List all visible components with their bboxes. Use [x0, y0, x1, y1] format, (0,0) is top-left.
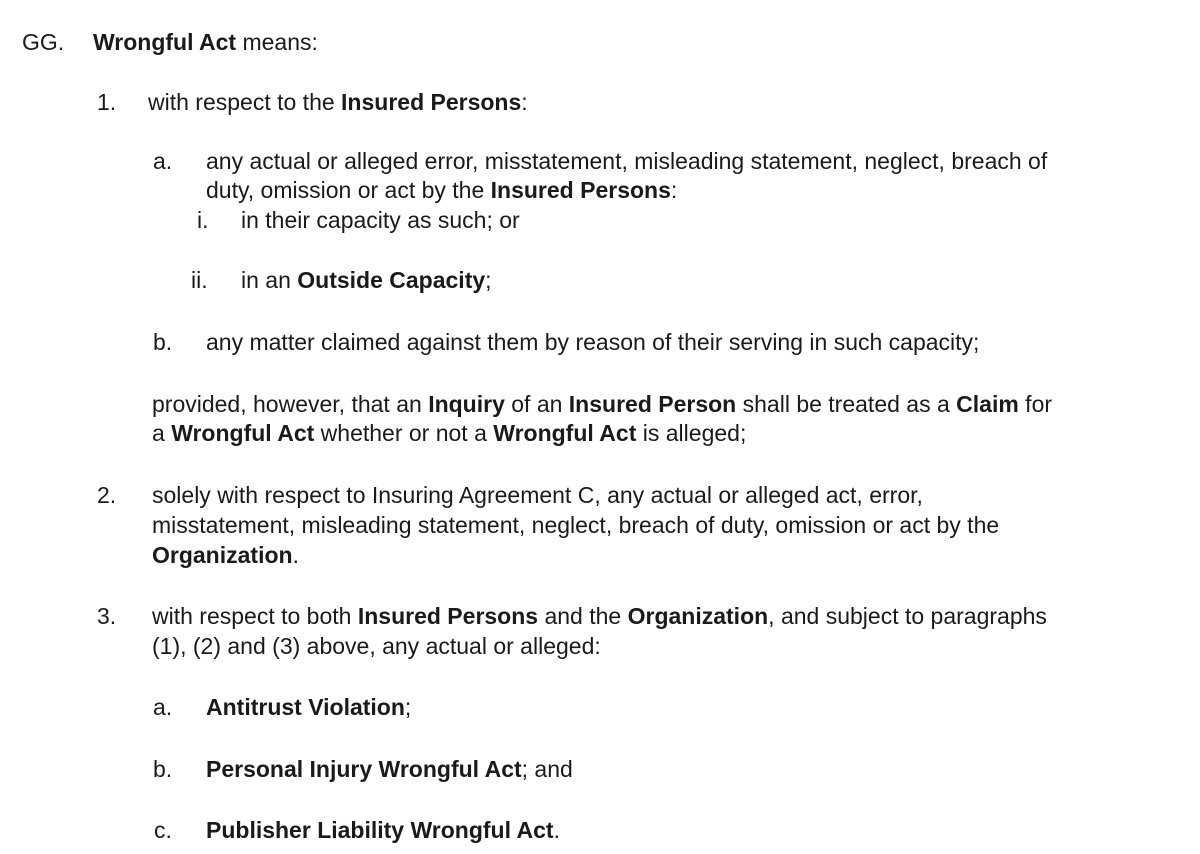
item-label: 3.: [97, 603, 117, 629]
defined-term: Insured Person: [568, 391, 737, 417]
text-run: ;: [485, 267, 492, 293]
heading-text: means:: [236, 29, 318, 55]
subitem-text: [206, 175, 677, 205]
proviso-text: [152, 418, 746, 448]
item-text: solely with respect to Insuring Agreement C, any actual or alleged act, error,: [152, 482, 923, 508]
defined-term: Antitrust Violation: [206, 694, 405, 720]
text-run: .: [553, 817, 560, 843]
section-label: GG.: [22, 29, 65, 55]
text-run: in an: [241, 267, 298, 293]
subitem-text: [206, 692, 411, 722]
subitem-label: b.: [153, 329, 173, 355]
text-run: with respect to both: [152, 603, 358, 629]
text-run: provided, however, that an: [152, 391, 429, 417]
subitem-text: [206, 815, 560, 845]
roman-text: in their capacity as such; or: [241, 207, 520, 233]
defined-term: Insured Persons: [490, 177, 671, 203]
defined-term: Wrongful Act: [171, 420, 315, 446]
text-run: whether or not a: [314, 420, 494, 446]
text-run: for: [1018, 391, 1053, 417]
text-run: and the: [538, 603, 628, 629]
item-text: (1), (2) and (3) above, any actual or alleged:: [152, 633, 601, 659]
text-run: shall be treated as a: [736, 391, 957, 417]
proviso-text: [152, 389, 1052, 419]
defined-term: Personal Injury Wrongful Act: [206, 756, 522, 782]
text-run: ;: [404, 694, 412, 720]
item-text: misstatement, misleading statement, neglect, breach of duty, omission or act by the: [152, 512, 1000, 538]
defined-term: Organization: [152, 542, 293, 568]
item-label: 2.: [97, 482, 117, 508]
text-run: , and subject to paragraphs: [768, 603, 1047, 629]
section-heading: [93, 27, 318, 57]
defined-term: Wrongful Act: [493, 420, 637, 446]
item-label: 1.: [97, 89, 117, 115]
text-run: of an: [504, 391, 569, 417]
item-text: [148, 87, 528, 117]
defined-term: Wrongful Act: [93, 29, 237, 55]
subitem-label: b.: [153, 756, 173, 782]
text-run: duty, omission or act by the: [206, 177, 491, 203]
defined-term: Insured Persons: [357, 603, 539, 629]
subitem-label: c.: [154, 817, 172, 843]
defined-term: Outside Capacity: [297, 267, 486, 293]
subitem-text: [206, 754, 573, 784]
defined-term: Organization: [627, 603, 769, 629]
defined-term: Publisher Liability Wrongful Act: [206, 817, 554, 843]
subitem-label: a.: [153, 148, 173, 174]
roman-text: [241, 265, 492, 295]
text-run: with respect to the: [148, 89, 342, 115]
item-text: [152, 540, 299, 570]
item-text: [152, 601, 1047, 631]
text-run: :: [521, 89, 528, 115]
roman-label: i.: [197, 207, 209, 233]
text-run: ; and: [521, 756, 573, 782]
subitem-label: a.: [153, 694, 173, 720]
defined-term: Insured Persons: [341, 89, 522, 115]
subitem-text: any actual or alleged error, misstatement, misleading statement, neglect, breach of: [206, 148, 1048, 174]
text-run: is alleged;: [636, 420, 747, 446]
text-run: :: [670, 177, 678, 203]
roman-label: ii.: [191, 267, 208, 293]
text-run: .: [292, 542, 299, 568]
text-run: a: [152, 420, 172, 446]
defined-term: Inquiry: [428, 391, 505, 417]
defined-term: Claim: [956, 391, 1019, 417]
subitem-text: any matter claimed against them by reason of their serving in such capacity;: [206, 329, 980, 355]
